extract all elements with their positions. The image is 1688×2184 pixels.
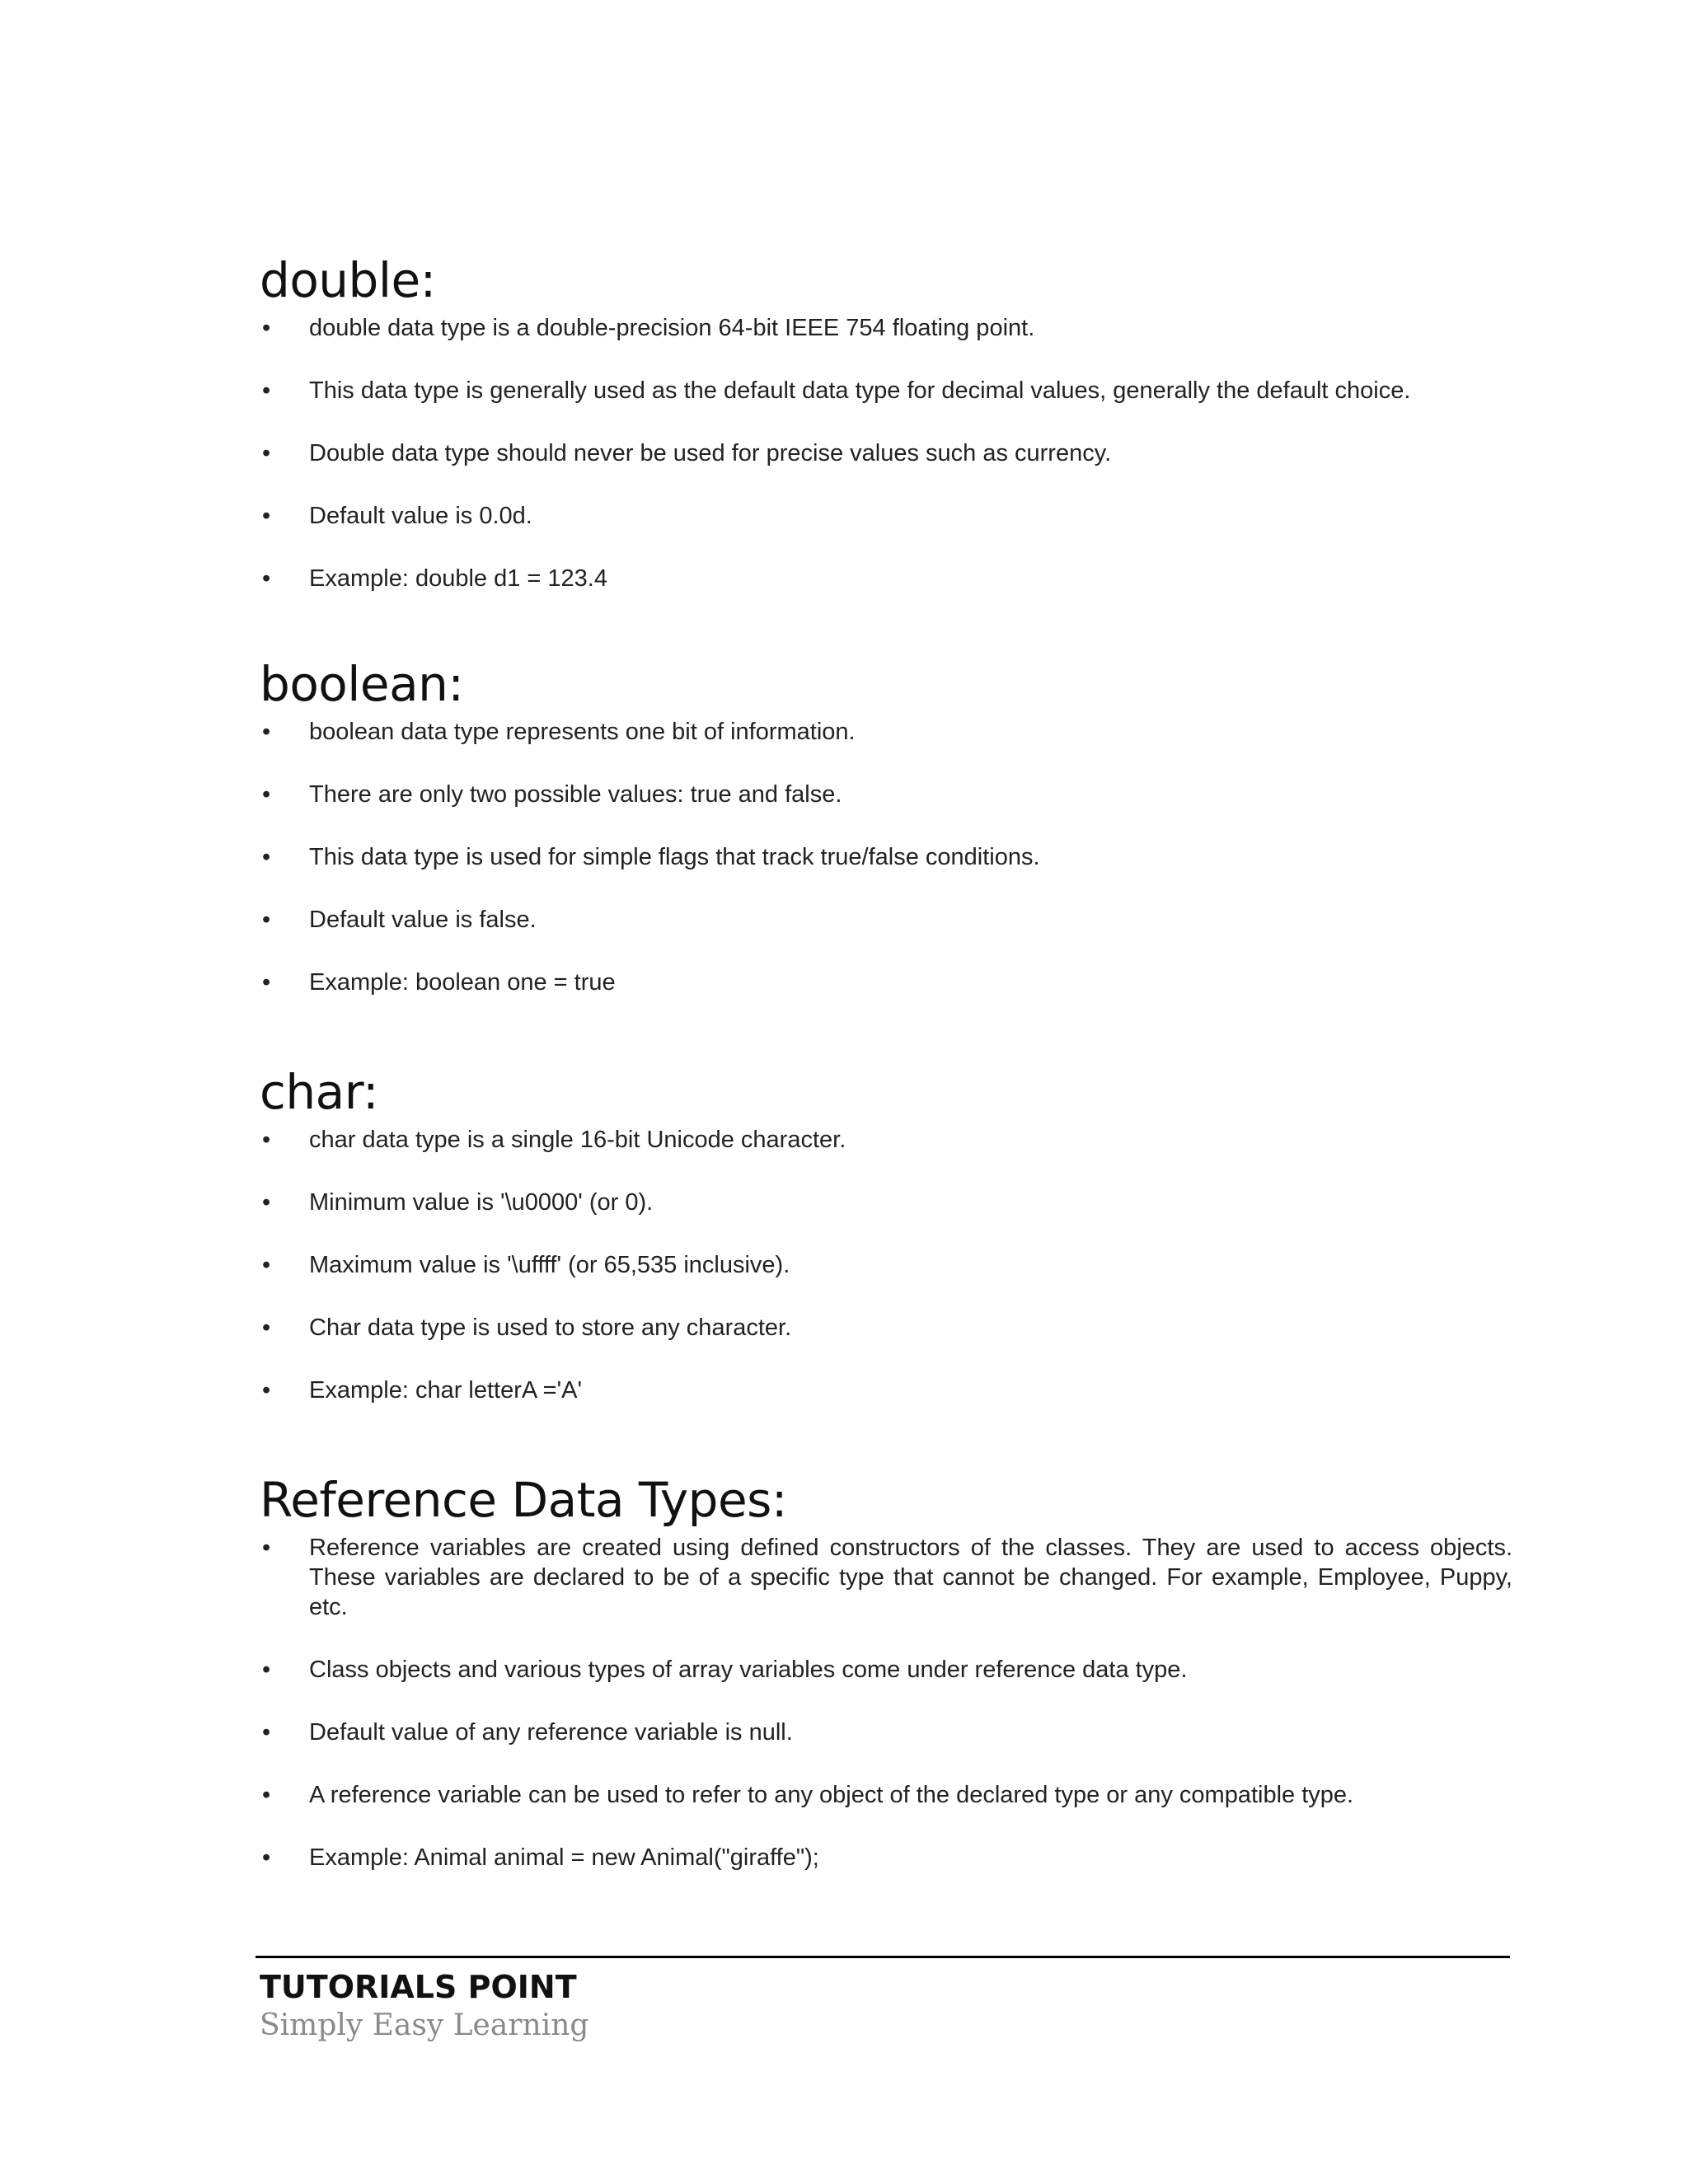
bullet-glyph: •	[262, 1377, 271, 1404]
bullet-glyph: •	[262, 377, 271, 404]
list-item	[260, 968, 1512, 997]
list-item-text: There are only two possible values: true and false.	[309, 781, 842, 808]
list-item-text: double data type is a double-precision 64-bit IEEE 754 floating point.	[309, 315, 1035, 341]
footer-brand: TUTORIALS POINT	[260, 1969, 577, 2005]
bullet-glyph: •	[262, 315, 271, 341]
bullet-glyph: •	[262, 969, 271, 996]
list-item	[260, 905, 1512, 935]
bullet-glyph: •	[262, 1252, 271, 1278]
list-item	[260, 564, 1512, 593]
bullet-glyph: •	[262, 565, 271, 592]
list-item	[260, 313, 1512, 343]
section-reference-data-types	[260, 1467, 1512, 1905]
section-title-reference-data-types: Reference Data Types:	[260, 1472, 787, 1528]
list-item-text: Double data type should never be used for precise values such as currency.	[309, 440, 1112, 466]
bullet-glyph: •	[262, 1782, 271, 1808]
list-item	[260, 376, 1512, 405]
bullet-glyph: •	[262, 503, 271, 529]
section-title-char: char:	[260, 1064, 379, 1120]
list-item-text: Default value of any reference variable is null.	[309, 1719, 793, 1746]
bullet-list-reference	[260, 1533, 1512, 1872]
bullet-glyph: •	[262, 1844, 271, 1871]
bullet-glyph: •	[262, 1315, 271, 1341]
list-item-text: This data type is generally used as the default data type for decimal values, generally the default choice.	[309, 377, 1411, 404]
list-item-text: boolean data type represents one bit of information.	[309, 719, 856, 745]
section-boolean	[260, 651, 1512, 1030]
bullet-glyph: •	[262, 1189, 271, 1216]
bullet-glyph: •	[262, 1719, 271, 1746]
bullet-glyph: •	[262, 719, 271, 745]
list-item	[260, 1533, 1512, 1622]
list-item-text: char data type is a single 16-bit Unicode character.	[309, 1127, 846, 1153]
list-item	[260, 1125, 1512, 1155]
bullet-glyph: •	[262, 1535, 271, 1561]
list-item	[260, 1655, 1512, 1685]
list-item	[260, 1376, 1512, 1405]
list-item-text: Default value is false.	[309, 907, 537, 933]
bullet-glyph: •	[262, 907, 271, 933]
bullet-glyph: •	[262, 440, 271, 466]
bullet-glyph: •	[262, 844, 271, 870]
list-item-text: Example: Animal animal = new Animal("giraffe");	[309, 1844, 819, 1871]
bullet-list-char	[260, 1125, 1512, 1405]
list-item-text: Class objects and various types of array variables come under reference data type.	[309, 1657, 1188, 1683]
list-item-text: Minimum value is '\u0000' (or 0).	[309, 1189, 654, 1216]
footer-divider	[256, 1956, 1510, 1958]
list-item-text: Example: char letterA ='A'	[309, 1377, 583, 1404]
list-item	[260, 438, 1512, 468]
list-item	[260, 1313, 1512, 1343]
footer-tagline: Simply Easy Learning	[260, 2008, 589, 2042]
section-title-double: double:	[260, 252, 436, 308]
bullet-list-boolean	[260, 717, 1512, 997]
list-item-text: Example: double d1 = 123.4	[309, 565, 607, 592]
list-item	[260, 1188, 1512, 1217]
bullet-glyph: •	[262, 1657, 271, 1683]
section-char	[260, 1059, 1512, 1438]
list-item	[260, 717, 1512, 747]
section-title-boolean: boolean:	[260, 656, 464, 712]
list-item-text: A reference variable can be used to refer to any object of the declared type or any compatible type.	[309, 1782, 1354, 1808]
list-item	[260, 1843, 1512, 1872]
list-item	[260, 1250, 1512, 1280]
list-item	[260, 780, 1512, 809]
bullet-list-double	[260, 313, 1512, 593]
list-item	[260, 1718, 1512, 1747]
list-item-text: Reference variables are created using defined constructors of the classes. They are used to access objects. These variables are declared to be of a specific type that cannot be changed. For example, Employee, Puppy, etc.	[309, 1535, 1512, 1620]
bullet-glyph: •	[262, 781, 271, 808]
list-item	[260, 501, 1512, 531]
bullet-glyph: •	[262, 1127, 271, 1153]
list-item-text: Example: boolean one = true	[309, 969, 616, 996]
list-item	[260, 1780, 1512, 1810]
list-item-text: Default value is 0.0d.	[309, 503, 532, 529]
list-item	[260, 842, 1512, 872]
section-double	[260, 247, 1512, 626]
list-item-text: Maximum value is '\uffff' (or 65,535 inclusive).	[309, 1252, 790, 1278]
list-item-text: Char data type is used to store any character.	[309, 1315, 792, 1341]
list-item-text: This data type is used for simple flags that track true/false conditions.	[309, 844, 1040, 870]
